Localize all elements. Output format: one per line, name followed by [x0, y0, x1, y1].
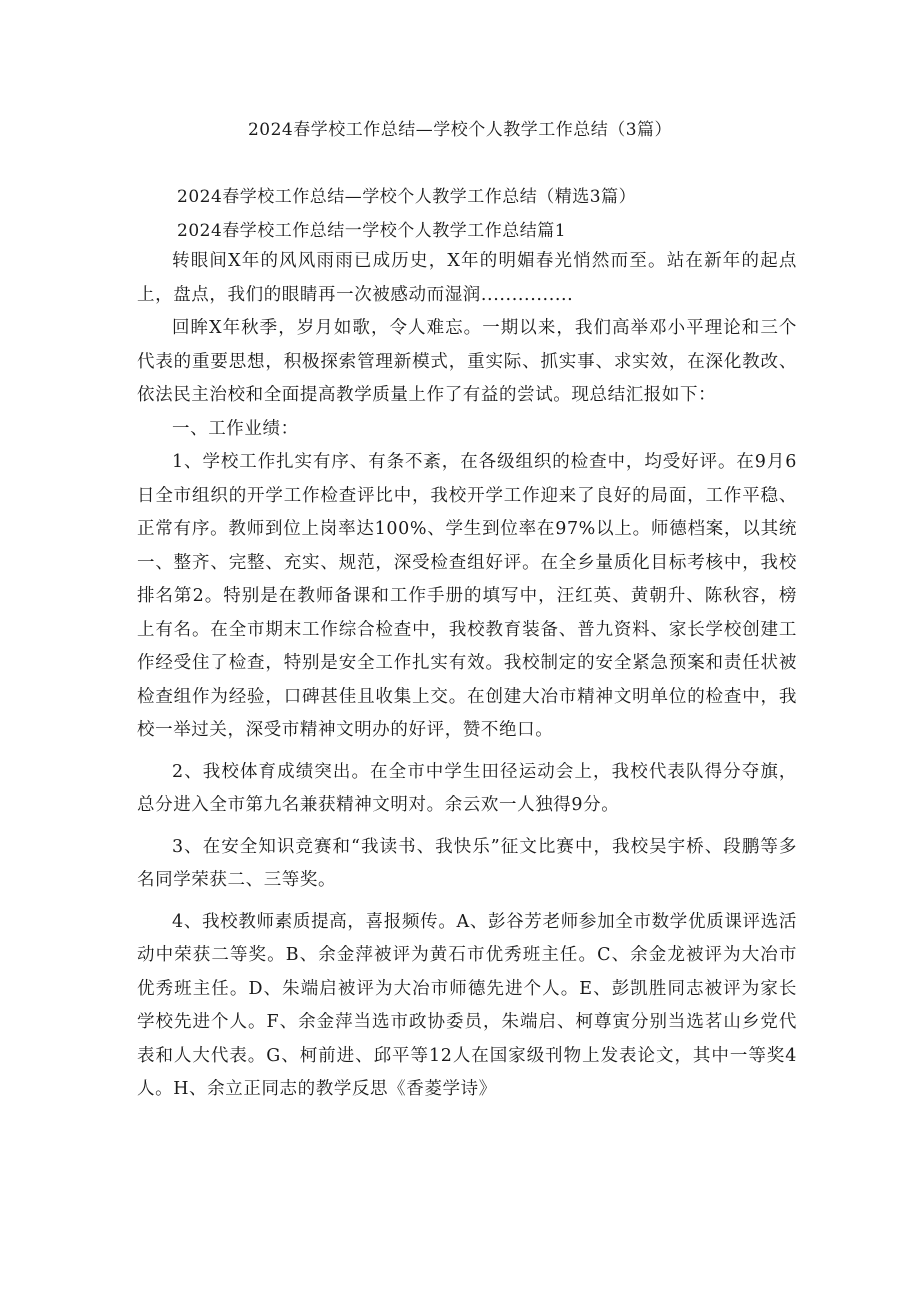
- document-subtitle: 2024春学校工作总结—学校个人教学工作总结（精选3篇）: [177, 187, 637, 207]
- paragraph-item-1: 1、学校工作扎实有序、有条不紊，在各级组织的检查中，均受好评。在9月6日全市组织的开学工作检查评比中，我校开学工作迎来了良好的局面，工作平稳、正常有序。教师到位上岗率达100%、学生到位率在97%以上。师德档案，以其统一、整齐、完整、充实、规范，深受检查组好评。在全乡量质化目标考核中，我校排名第2。特别是在教师备课和工作手册的填写中，汪红英、黄朝升、陈秋容，榜上有名。在全市期末工作综合检查中，我校教育装备、普九资料、家长学校创建工作经受住了检查，特别是安全工作扎实有效。我校制定的安全紧急预案和责任状被检查组作为经验，口碑甚佳且收集上交。在创建大冶市精神文明单位的检查中，我校一举过关，深受市精神文明办的好评，赞不绝口。: [137, 452, 797, 740]
- paragraph-intro: 转眼间X年的风风雨雨已成历史，X年的明媚春光悄然而至。站在新年的起点上，盘点，我们的眼睛再一次被感动而湿润...............: [137, 251, 797, 305]
- paragraph-review: 回眸X年秋季，岁月如歌，令人难忘。一期以来，我们高举邓小平理论和三个代表的重要思想，积极探索管理新模式，重实际、抓实事、求实效，在深化教改、依法民主治校和全面提高教学质量上作了有益的尝试。现总结汇报如下：: [137, 318, 797, 405]
- document-title: 2024春学校工作总结—学校个人教学工作总结（3篇）: [247, 120, 673, 140]
- paragraph-item-4: 4、我校教师素质提高，喜报频传。A、彭谷芳老师参加全市数学优质课评选活动中荣获二等奖。B、余金萍被评为黄石市优秀班主任。C、余金龙被评为大冶市优秀班主任。D、朱端启被评为大冶市师德先进个人。E、彭凯胜同志被评为家长学校先进个人。F、余金萍当选市政协委员，朱端启、柯尊寅分别当选茗山乡党代表和人大代表。G、柯前进、邱平等12人在国家级刊物上发表论文，其中一等奖4人。H、余立正同志的教学反思《香菱学诗》: [137, 911, 797, 1099]
- paragraph-item-2: 2、我校体育成绩突出。在全市中学生田径运动会上，我校代表队得分夺旗，总分进入全市第九名兼获精神文明对。余云欢一人独得9分。: [137, 761, 797, 815]
- section-heading: 2024春学校工作总结一学校个人教学工作总结篇1: [177, 221, 567, 241]
- document-body: [137, 245, 797, 1107]
- paragraph-heading-achievements: 一、工作业绩：: [172, 418, 299, 439]
- paragraph-item-3: 3、在安全知识竞赛和“我读书、我快乐”征文比赛中，我校吴宇桥、段鹏等多名同学荣获二、三等奖。: [137, 836, 797, 890]
